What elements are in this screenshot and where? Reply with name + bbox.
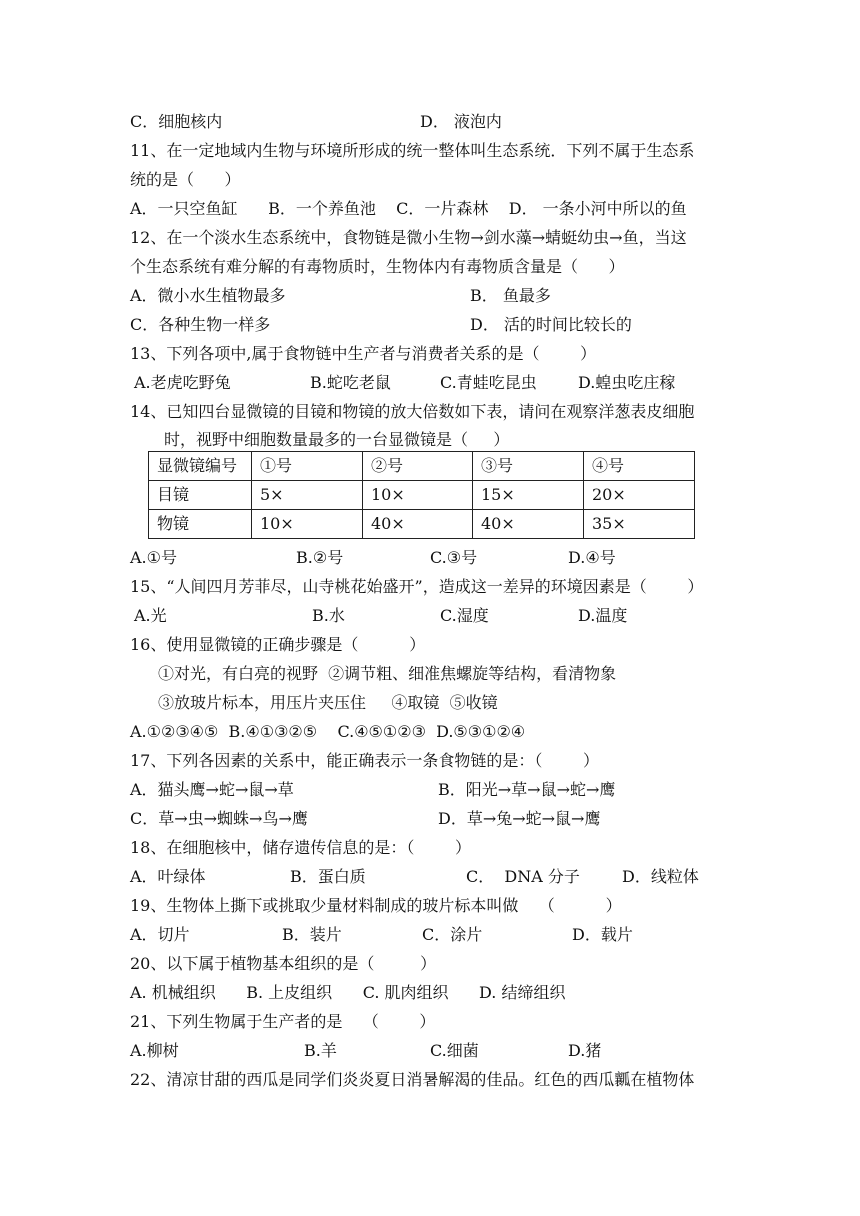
- q12-option-d: D． 活的时间比较长的: [470, 315, 632, 334]
- q19-option-a: A．切片: [130, 925, 190, 944]
- q21-option-b: B.羊: [304, 1041, 337, 1060]
- table-cell: ④号: [584, 452, 695, 481]
- q15-option-c: C.湿度: [440, 606, 489, 625]
- q17-stem: 17、下列各因素的关系中，能正确表示一条食物链的是：（ ）: [130, 751, 600, 770]
- q11-stem: 11、在一定地域内生物与环境所形成的统一整体叫生态系统．下列不属于生态系: [130, 141, 695, 160]
- q16-steps-2: ③放玻片标本，用压片夹压住 ④取镜 ⑤收镜: [158, 693, 498, 712]
- q21-option-c: C.细菌: [430, 1041, 479, 1060]
- table-cell: 显微镜编号: [149, 452, 252, 481]
- q22-stem: 22、清凉甘甜的西瓜是同学们炎炎夏日消暑解渴的佳品。红色的西瓜瓤在植物体: [130, 1070, 695, 1089]
- table-cell: 40×: [473, 510, 584, 539]
- q14-stem: 14、已知四台显微镜的目镜和物镜的放大倍数如下表，请问在观察洋葱表皮细胞: [130, 402, 695, 421]
- table-cell: 物镜: [149, 510, 252, 539]
- q17-option-d: D．草→兔→蛇→鼠→鹰: [438, 809, 601, 828]
- q18-option-a: A．叶绿体: [130, 867, 206, 886]
- table-row: [149, 481, 695, 510]
- q11-options: A．一只空鱼缸 B．一个养鱼池 C．一片森林 D． 一条小河中所以的鱼: [130, 199, 687, 218]
- q21-stem: 21、下列生物属于生产者的是 （ ）: [130, 1012, 436, 1031]
- q17-option-c: C．草→虫→蜘蛛→鸟→鹰: [130, 809, 308, 828]
- q17-option-b: B．阳光→草→鼠→蛇→鹰: [438, 780, 616, 799]
- q20-stem: 20、以下属于植物基本组织的是（ ）: [130, 954, 437, 973]
- q19-option-b: B．装片: [282, 925, 342, 944]
- q19-option-d: D．载片: [572, 925, 633, 944]
- table-cell: ①号: [252, 452, 363, 481]
- q19-option-c: C．涂片: [422, 925, 483, 944]
- q15-stem: 15、“人间四月芳菲尽，山寺桃花始盛开”，造成这一差异的环境因素是（ ）: [130, 577, 704, 596]
- q16-stem: 16、使用显微镜的正确步骤是（ ）: [130, 635, 426, 654]
- q16-steps-1: ①对光，有白亮的视野 ②调节粗、细准焦螺旋等结构，看清物象: [158, 664, 617, 683]
- q13-option-d: D.蝗虫吃庄稼: [578, 373, 676, 392]
- q14-option-d: D.④号: [568, 548, 616, 567]
- q14-stem-cont: 时，视野中细胞数量最多的一台显微镜是（ ）: [164, 430, 510, 449]
- q15-option-a: A.光: [134, 606, 167, 625]
- table-cell: ②号: [363, 452, 473, 481]
- q10-option-c: C．细胞核内: [130, 112, 223, 131]
- table-cell: 15×: [473, 481, 584, 510]
- q13-option-b: B.蛇吃老鼠: [310, 373, 391, 392]
- q12-option-c: C．各种生物一样多: [130, 315, 271, 334]
- microscope-table: [148, 451, 695, 539]
- q21-option-d: D.猪: [568, 1041, 602, 1060]
- q12-stem: 12、在一个淡水生态系统中，食物链是微小生物→剑水藻→蜻蜓幼虫→鱼，当这: [130, 228, 687, 247]
- q15-option-b: B.水: [312, 606, 345, 625]
- q10-option-d: D． 液泡内: [420, 112, 502, 131]
- q17-option-a: A．猫头鹰→蛇→鼠→草: [130, 780, 294, 799]
- table-cell: 5×: [252, 481, 363, 510]
- q18-stem: 18、在细胞核中，储存遗传信息的是：（ ）: [130, 838, 472, 857]
- table-cell: 20×: [584, 481, 695, 510]
- q13-option-c: C.青蛙吃昆虫: [440, 373, 537, 392]
- table-cell: 10×: [252, 510, 363, 539]
- table-cell: 目镜: [149, 481, 252, 510]
- table-row: [149, 510, 695, 539]
- q19-stem: 19、生物体上撕下或挑取少量材料制成的玻片标本叫做 （ ）: [130, 896, 622, 915]
- table-cell: 35×: [584, 510, 695, 539]
- q16-options: A.①②③④⑤ B.④①③②⑤ C.④⑤①②③ D.⑤③①②④: [130, 722, 526, 741]
- q20-options: A. 机械组织 B. 上皮组织 C. 肌肉组织 D. 结缔组织: [130, 983, 566, 1002]
- q18-option-d: D．线粒体: [622, 867, 699, 886]
- table-cell: 40×: [363, 510, 473, 539]
- table-cell: 10×: [363, 481, 473, 510]
- table-header-row: [149, 452, 695, 481]
- q14-option-c: C.③号: [430, 548, 478, 567]
- q13-stem: 13、下列各项中,属于食物链中生产者与消费者关系的是（ ）: [130, 344, 597, 363]
- q13-option-a: A.老虎吃野兔: [134, 373, 231, 392]
- q12-option-b: B． 鱼最多: [470, 286, 551, 305]
- q18-option-b: B．蛋白质: [290, 867, 366, 886]
- q12-stem-cont: 个生态系统有难分解的有毒物质时，生物体内有毒物质含量是（ ）: [130, 257, 625, 276]
- q14-option-a: A.①号: [130, 548, 177, 567]
- q15-option-d: D.温度: [578, 606, 628, 625]
- q21-option-a: A.柳树: [130, 1041, 179, 1060]
- q14-option-b: B.②号: [296, 548, 344, 567]
- q11-stem-cont: 统的是（ ）: [130, 170, 241, 189]
- table-cell: ③号: [473, 452, 584, 481]
- q18-option-c: C． DNA 分子: [466, 867, 580, 886]
- q12-option-a: A．微小水生植物最多: [130, 286, 286, 305]
